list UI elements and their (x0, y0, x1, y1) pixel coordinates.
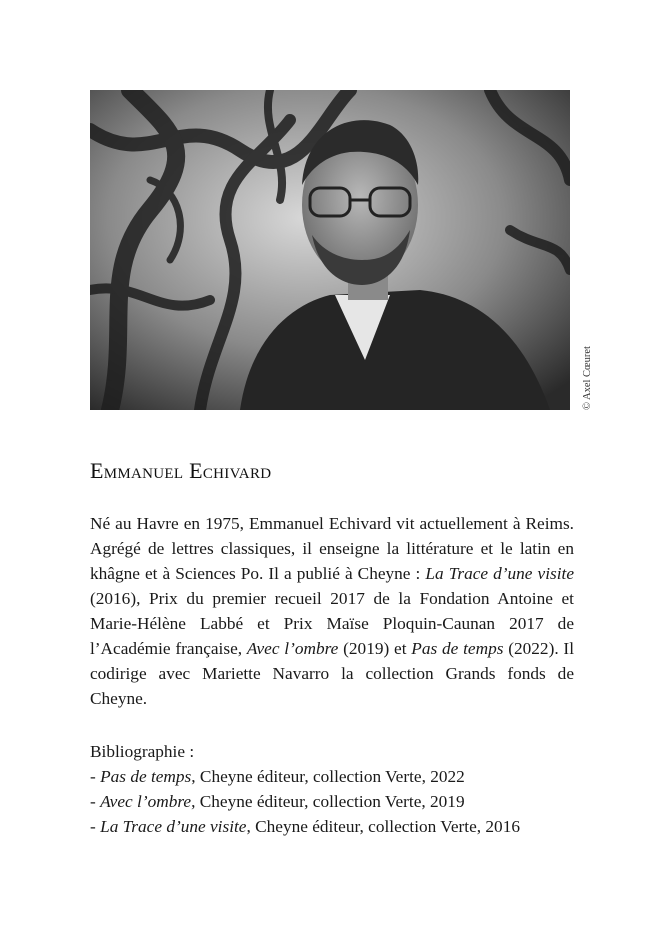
bibliography-dash: - (90, 767, 101, 786)
bio-title-3: Pas de temps (411, 639, 504, 658)
portrait-image (90, 90, 570, 410)
bibliography-title: Avec l’ombre (100, 792, 192, 811)
bio-text-3: (2019) et (338, 639, 412, 658)
bibliography-item (90, 764, 574, 789)
author-name: Emmanuel Echivard (90, 458, 272, 483)
bio-title-1: La Trace d’une visite (425, 564, 574, 583)
bibliography-item (90, 789, 574, 814)
bio-text-2: (2016), Prix du premier recueil 2017 de la Fondation Antoine et Marie-Hélène Labbé et Prix Maïse Ploquin-Caunan 2017 de l’Académie française, (90, 589, 574, 658)
bibliography-details: , Cheyne éditeur, collection Verte, 2016 (246, 817, 520, 836)
bio-title-2: Avec l’ombre (246, 639, 339, 658)
bio-text-4: (2022). Il codirige avec Mariette Navarro la collection Grands fonds de Cheyne. (90, 639, 574, 708)
bibliography-dash: - (90, 792, 101, 811)
bibliography-title: Pas de temps (100, 767, 192, 786)
bibliography-details: , Cheyne éditeur, collection Verte, 2019 (191, 792, 465, 811)
bibliography-item (90, 814, 574, 839)
bibliography-details: , Cheyne éditeur, collection Verte, 2022 (191, 767, 465, 786)
photo-credit: © Axel Cœuret (582, 346, 593, 410)
bibliography-dash: - (90, 817, 101, 836)
bibliography (90, 739, 574, 839)
bio-text-1: Né au Havre en 1975, Emmanuel Echivard vit actuellement à Reims. Agrégé de lettres classiques, il enseigne la littérature et le latin en khâgne et à Sciences Po. Il a publié à Cheyne : (90, 514, 574, 583)
author-photo (90, 90, 570, 410)
bibliography-heading: Bibliographie : (90, 742, 195, 761)
bibliography-title: La Trace d’une visite (100, 817, 247, 836)
author-biography (90, 511, 574, 711)
